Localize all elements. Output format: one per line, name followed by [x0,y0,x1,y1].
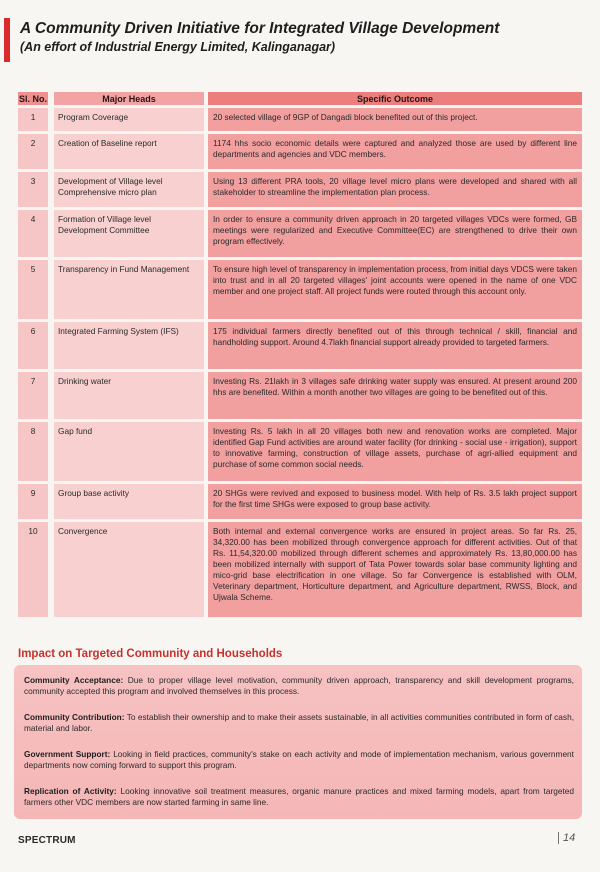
impact-label: Community Contribution: [24,712,125,722]
impact-label: Community Acceptance: [24,675,124,685]
row-number: 3 [18,172,48,207]
column-header-specific-outcome: Specific Outcome [208,92,582,105]
row-major-head: Integrated Farming System (IFS) [54,322,204,369]
table-row [18,172,582,207]
row-major-head: Transparency in Fund Management [54,260,204,319]
row-number: 1 [18,108,48,131]
row-outcome: 20 SHGs were revived and exposed to business model. With help of Rs. 3.5 lakh project support for the first time SHGs were exposed to group base activity. [208,484,582,519]
table-header [18,92,582,105]
table-row [18,522,582,617]
impact-text: Due to proper village level motivation, community driven approach, transparency and skill development programs, community accepted this program and involved themselves in this process. [24,675,574,696]
row-major-head: Convergence [54,522,204,617]
row-number: 8 [18,422,48,481]
impact-text: Looking in field practices, community's stake on each activity and mode of implementation mechanism, various government departments now coming forward to support this program. [24,749,574,770]
title-accent-bar [4,18,10,62]
row-outcome: 20 selected village of 9GP of Dangadi block benefited out of this project. [208,108,582,131]
row-number: 7 [18,372,48,419]
table-row [18,108,582,131]
column-header-major-heads: Major Heads [54,92,204,105]
outcome-table [18,92,582,617]
row-number: 9 [18,484,48,519]
row-outcome: In order to ensure a community driven approach in 20 targeted villages VDCs were formed, GB meetings were regularized and Executive Committee(EC) are strengthened to drive their own program effectively. [208,210,582,257]
row-number: 10 [18,522,48,617]
row-outcome: Investing Rs. 21lakh in 3 villages safe drinking water supply was ensured. At present around 200 hhs are benefited. Within a month another two villages are going to be benefited out of this. [208,372,582,419]
row-outcome: To ensure high level of transparency in implementation process, from initial days VDCS were taken into trust and in all 20 targeted villages' joint accounts were opened in the name of one VDC member and one project staff. All project funds were routed through this account only. [208,260,582,319]
row-number: 6 [18,322,48,369]
table-row [18,484,582,519]
row-major-head: Group base activity [54,484,204,519]
table-row [18,422,582,481]
impact-text: Looking innovative soil treatment measures, organic manure practices and mixed farming models, apart from targeted farmers other VDC members are now started farming in same line. [24,786,574,807]
row-outcome: Investing Rs. 5 lakh in all 20 villages both new and renovation works are completed. Major identified Gap Fund activities are around water facility (for drinking - social use - irrigation), support to innovative farming, construction of village assets, purchase of agri-allied equipment and purchase of some common social needs. [208,422,582,481]
page-number: 14 [558,832,575,844]
row-outcome: 175 individual farmers directly benefited out of this through technical / skill, financial and handholding support. Around 4.7lakh financial support already provided to targeted farmers. [208,322,582,369]
footer-brand: SPECTRUM [18,835,76,846]
table-row [18,260,582,319]
row-outcome: Both internal and external convergence works are ensured in project areas. So far Rs. 25, 34,320.00 has been mobilized through convergence approach for different activities. Out of that Rs. 11,54,320.00 mobilized through different schemes and approximately Rs. 13,80,000.00 has been mobilized internally with support of Tata Power towards solar base community lighting and mico-grid base electrification in one village. So far Convergence is established with OLM, Veterinary department, Horticulture department, and Agriculture department, RWSS, Block, and Ujwala Scheme. [208,522,582,617]
impact-label: Replication of Activity: [24,786,117,796]
column-header-sl-no: Sl. No. [18,93,47,104]
page-title: A Community Driven Initiative for Integrated Village Development [20,20,500,37]
row-outcome: Using 13 different PRA tools, 20 village level micro plans were developed and shared with all stakeholder to streamline the implementation plan process. [208,172,582,207]
row-major-head: Creation of Baseline report [54,134,204,169]
impact-section-title: Impact on Targeted Community and Households [18,648,283,660]
impact-text: To establish their ownership and to make their assets sustainable, in all activities communities contributed in form of cash, material and labor. [24,712,574,733]
row-number: 2 [18,134,48,169]
impact-label: Government Support: [24,749,111,759]
table-row [18,134,582,169]
page-subtitle: (An effort of Industrial Energy Limited, Kalinganagar) [20,40,336,54]
table-row [18,372,582,419]
row-number: 4 [18,210,48,257]
row-major-head: Formation of Village level Development Committee [54,210,204,257]
row-major-head: Gap fund [54,422,204,481]
row-major-head: Program Coverage [54,108,204,131]
table-row [18,322,582,369]
impact-item-community-contribution [24,712,574,734]
impact-item-community-acceptance [24,675,574,697]
row-number: 5 [18,260,48,319]
impact-item-replication-of-activity [24,786,574,808]
row-outcome: 1174 hhs socio economic details were captured and analyzed those are used by different line departments and agencies and VDC members. [208,134,582,169]
impact-box [14,665,582,819]
table-row [18,210,582,257]
row-major-head: Drinking water [54,372,204,419]
row-major-head: Development of Village level Comprehensive micro plan [54,172,204,207]
impact-item-government-support [24,749,574,771]
